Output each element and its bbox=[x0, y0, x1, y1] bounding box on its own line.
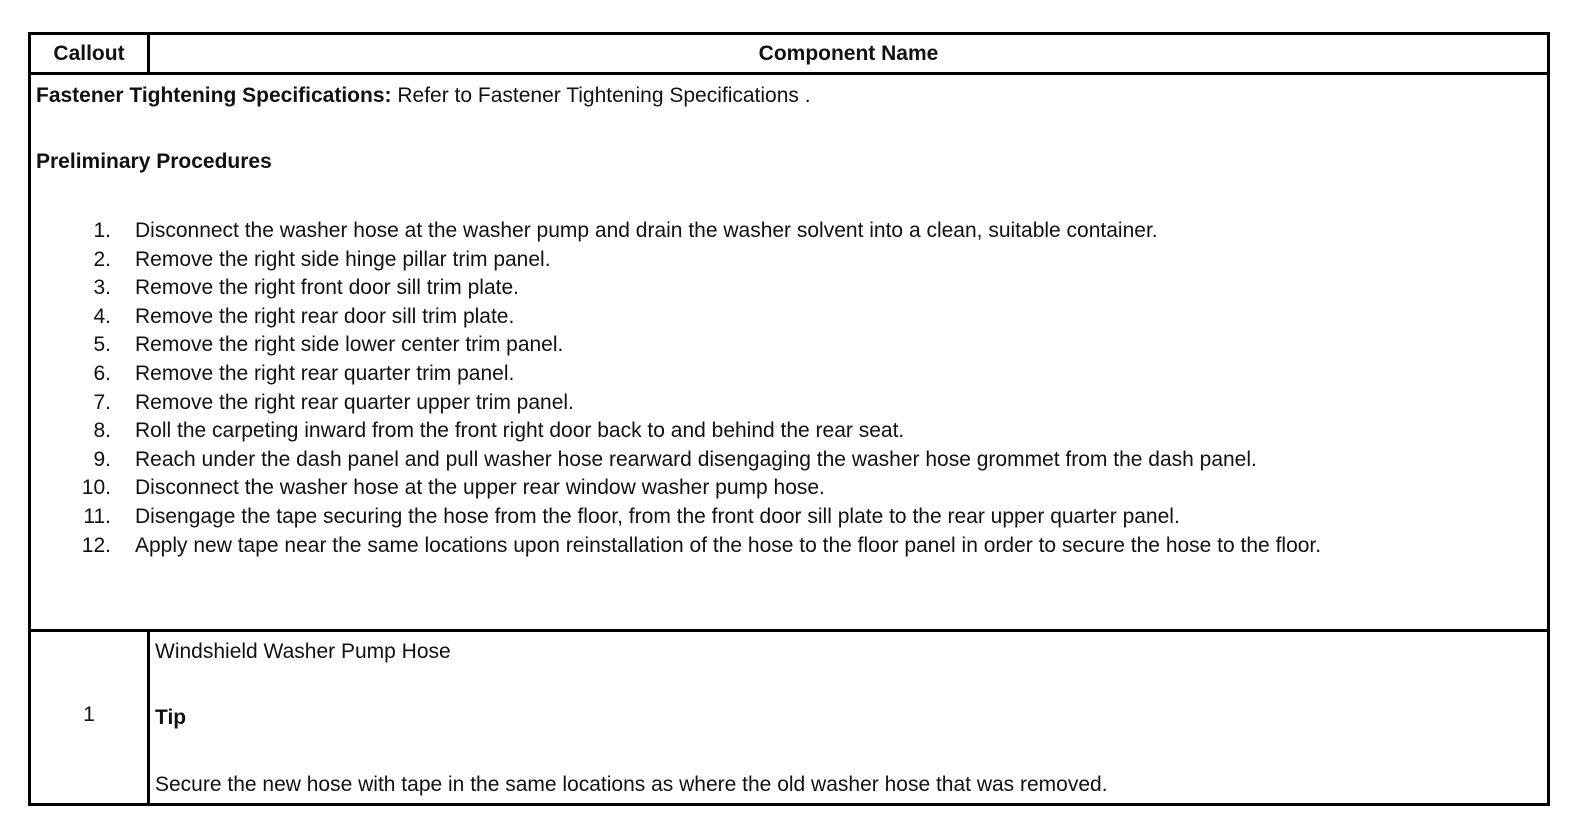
step-number: 7. bbox=[93, 390, 111, 414]
step-text: Remove the right side hinge pillar trim panel. bbox=[135, 247, 551, 271]
step-text: Remove the right rear quarter trim panel. bbox=[135, 361, 515, 385]
fastener-spec-label: Fastener Tightening Specifications: bbox=[36, 84, 392, 107]
component-name-column-header: Component Name bbox=[758, 42, 939, 65]
procedure-steps-list bbox=[31, 217, 1511, 560]
step-number: 5. bbox=[93, 333, 111, 357]
step-text: Remove the right front door sill trim plate. bbox=[135, 276, 519, 300]
component-name: Windshield Washer Pump Hose bbox=[155, 640, 451, 663]
step-number: 12. bbox=[81, 533, 111, 557]
step-text: Remove the right rear quarter upper trim panel. bbox=[135, 390, 574, 414]
tip-text: Secure the new hose with tape in the same locations as where the old washer hose that was removed. bbox=[155, 773, 1108, 796]
step-number: 3. bbox=[93, 276, 111, 300]
tip-label: Tip bbox=[155, 706, 187, 729]
step-number: 8. bbox=[93, 419, 111, 443]
procedure-step bbox=[31, 246, 1511, 275]
procedure-step bbox=[31, 303, 1511, 332]
procedure-step bbox=[31, 417, 1511, 446]
callout-column-header: Callout bbox=[31, 35, 150, 72]
step-number: 2. bbox=[93, 247, 111, 271]
step-number: 6. bbox=[93, 361, 111, 385]
step-number: 11. bbox=[83, 504, 111, 528]
component-row bbox=[31, 632, 1547, 803]
step-number: 4. bbox=[93, 304, 111, 328]
step-text: Apply new tape near the same locations upon reinstallation of the hose to the floor panel in order to secure the hose to the floor. bbox=[135, 533, 1322, 557]
procedure-step bbox=[31, 360, 1511, 389]
procedure-step bbox=[31, 503, 1511, 532]
procedure-step bbox=[31, 331, 1511, 360]
step-number: 9. bbox=[93, 447, 111, 471]
procedure-step bbox=[31, 217, 1511, 246]
step-text: Remove the right rear door sill trim plate. bbox=[135, 304, 515, 328]
fastener-spec-reference: Refer to Fastener Tightening Specifications . bbox=[391, 84, 811, 107]
fastener-spec-line bbox=[36, 84, 811, 108]
procedure-table bbox=[28, 32, 1550, 806]
step-text: Reach under the dash panel and pull washer hose rearward disengaging the washer hose grommet from the dash panel. bbox=[135, 447, 1257, 471]
step-number: 10. bbox=[81, 476, 111, 500]
step-text: Remove the right side lower center trim panel. bbox=[135, 333, 564, 357]
procedure-step bbox=[31, 446, 1511, 475]
step-text: Roll the carpeting inward from the front right door back to and behind the rear seat. bbox=[135, 419, 905, 443]
step-text: Disconnect the washer hose at the upper rear window washer pump hose. bbox=[135, 476, 825, 500]
step-text: Disengage the tape securing the hose from the floor, from the front door sill plate to the rear upper quarter panel. bbox=[135, 504, 1180, 528]
preliminary-procedures-title: Preliminary Procedures bbox=[36, 150, 272, 173]
step-number: 1. bbox=[93, 219, 111, 242]
callout-cell bbox=[31, 632, 150, 803]
step-text: Disconnect the washer hose at the washer pump and drain the washer solvent into a clean, suitable container. bbox=[135, 219, 1158, 242]
procedure-step bbox=[31, 474, 1511, 503]
callout-number: 1 bbox=[83, 703, 95, 726]
preliminary-procedures-row bbox=[31, 75, 1547, 632]
procedure-step bbox=[31, 274, 1511, 303]
procedure-step bbox=[31, 389, 1511, 418]
procedure-step bbox=[31, 532, 1511, 561]
table-header-row bbox=[31, 35, 1547, 75]
